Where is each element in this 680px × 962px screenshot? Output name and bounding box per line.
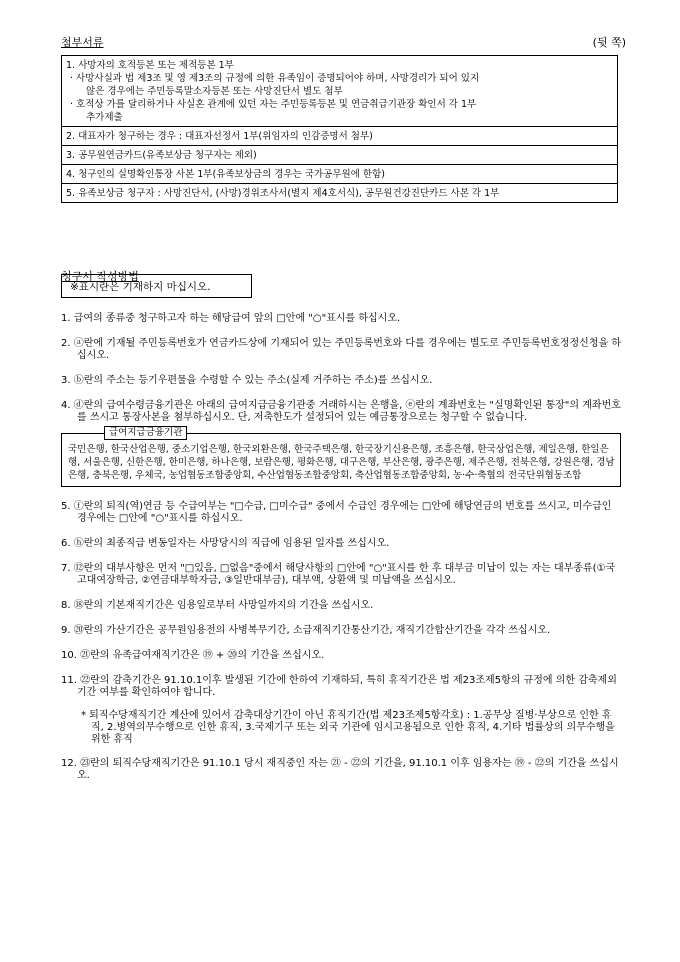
instruction-list [61, 313, 621, 795]
attachment-row-3: 3. 공무원연금카드(유족보상금 청구자는 제외) [62, 145, 617, 164]
attachment-1-note-1: · 사망사실과 법 제3조 및 영 제3조의 규정에 의한 유족임이 증명되어야 하며, 사망경리가 되어 있지 [70, 73, 480, 84]
attachment-1-title: 1. 사망자의 호적등본 또는 제적등본 1부 [66, 60, 234, 71]
attachments-title: 첨부서류 [61, 36, 104, 49]
attachment-1-note-2-cont: 추가제출 [86, 112, 123, 123]
method-heading: 청구서 작성방법 [61, 270, 139, 283]
bank-title: 급여지급금융기관 [104, 426, 187, 440]
instruction-10: 10. ㉑란의 유족급여재직기간은 ⑲ + ⑳의 기간을 쓰십시오. [61, 650, 325, 661]
instruction-1: 1. 급여의 종류중 청구하고자 하는 해당급여 앞의 □안에 "○"표시를 하십시오. [61, 313, 401, 324]
instruction-12: 12. ㉓란의 퇴직수당재직기간은 91.10.1 당시 재직중인 자는 ㉑ - ㉒의 기간을, 91.10.1 이후 임용자는 ⑲ - ㉒의 기간을 쓰십시오. [61, 758, 619, 781]
instruction-6: 6. ⓗ란의 최종직급 변동일자는 사망당시의 직급에 임용된 일자를 쓰십시오. [61, 538, 390, 549]
instruction-9: 9. ⑳란의 가산기간은 공무원임용전의 사병복무기간, 소급재직기간통산기간, 재직기간합산기간을 각각 쓰십시오. [61, 625, 551, 636]
instruction-11: 11. ㉒란의 감축기간은 91.10.1이후 발생된 기간에 한하여 기재하되, 특히 휴직기간은 법 제23조제5항의 규정에 의한 감축제외기간 여부를 확인하여야 합니다. [61, 675, 617, 698]
attachment-row-4: 4. 청구인의 실명확인통장 사본 1부(유족보상금의 경우는 국가공무원에 한함) [62, 164, 617, 183]
attachment-row-2: 2. 대표자가 청구하는 경우 : 대표자선정서 1부(위임자의 인감증명서 첨부) [62, 126, 617, 145]
top-line [61, 34, 626, 50]
attachment-1-note-1-cont: 않은 경우에는 주민등록말소자등본 또는 사망진단서 별도 첨부 [86, 86, 343, 97]
leave-note: * 퇴직수당재직기간 계산에 있어서 감축대상기간이 아닌 휴직기간(법 제23조제5항각호) : 1.공무상 질병·부상으로 인한 휴직, 2.병역의무수행으로 인한 휴직, 3.국제기구 또는 외국 기관에 임시고용됨으로 인한 휴직, 4.기타 법률상의 의무수행을 위한 휴직 [81, 710, 615, 745]
instruction-4: 4. ⓓ란의 급여수령금융기관은 아래의 급여지급금융기관중 거래하시는 은행을, ⓔ란의 계좌번호는 "실명확인된 통장"의 계좌번호를 쓰시고 통장사본을 첨부하십시오. 단, 저축한도가 설정되어 있는 예금통장으로는 청구할 수 없습니다. [61, 400, 621, 423]
instruction-2: 2. ⓐ란에 기재될 주민등록번호가 연금카드상에 기재되어 있는 주민등록번호와 다를 경우에는 별도로 주민등록번호정정신청을 하십시오. [61, 338, 622, 361]
page-side-label: (뒷 쪽) [592, 36, 626, 49]
notice-box: ※표시란은 기재하지 마십시오. [61, 274, 252, 298]
bank-list: 국민은행, 한국산업은행, 중소기업은행, 한국외환은행, 한국주택은행, 한국장기신용은행, 조흥은행, 한국상업은행, 제일은행, 한일은행, 서울은행, 신한은행, 한미은행, 하나은행, 보람은행, 평화은행, 대구은행, 부산은행, 광주은행, 제주은행, 전북은행, 강원은행, 경남은행, 충북은행, 우체국, 농업협동조합중앙회, 수산업협동조합중앙회, 축산업협동조합중앙회, 농·수·축협의 전국단위협동조합 [61, 433, 621, 487]
instruction-7: 7. ⑫란의 대부사항은 먼저 "□있음, □없음"중에서 해당사항의 □안에 "○"표시를 한 후 대부금 미납이 있는 자는 대부종류(①국고대여장학금, ②연금대부학자금, ③일반대부금), 대부액, 상환액 및 미납액을 쓰십시오. [61, 563, 616, 586]
attachments-table [61, 55, 618, 203]
instruction-3: 3. ⓑ란의 주소는 등기우편물을 수령할 수 있는 주소(실제 거주하는 주소)를 쓰십시오. [61, 375, 433, 386]
attachment-row-5: 5. 유족보상금 청구자 : 사망진단서, (사망)경위조사서(별지 제4호서식), 공무원건강진단카드 사본 각 1부 [62, 183, 617, 202]
bank-section [61, 427, 621, 487]
instruction-8: 8. ⑱란의 기본재직기간은 임용일로부터 사망일까지의 기간을 쓰십시오. [61, 600, 374, 611]
attachment-row-1 [62, 56, 617, 126]
attachment-1-note-2: · 호적상 가를 달리하거나 사실혼 관계에 있던 자는 주민등록등본 및 연금취급기관장 확인서 각 1부 [70, 99, 477, 110]
instruction-5: 5. ⓕ란의 퇴직(역)연금 등 수급여부는 "□수급, □미수급" 중에서 수급인 경우에는 □안에 해당연금의 번호를 쓰시고, 미수급인 경우에는 □안에 "○"표시를 하십시오. [61, 501, 612, 524]
